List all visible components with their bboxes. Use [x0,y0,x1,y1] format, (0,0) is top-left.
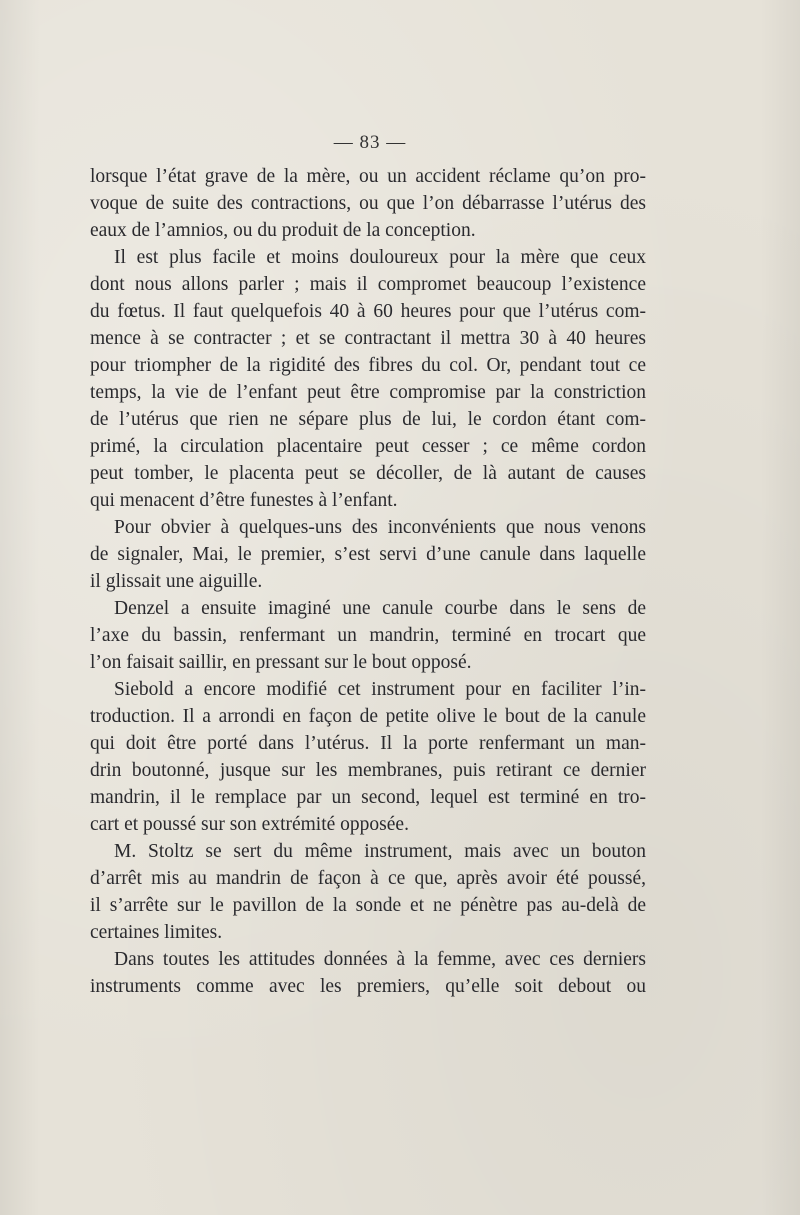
text-line: temps, la vie de l’enfant peut être compromise par la constriction [90,382,646,403]
text-line: lorsque l’état grave de la mère, ou un accident réclame qu’on pro- [90,166,646,187]
text-line: cart et poussé sur son extrémité opposée. [90,814,409,835]
text-line: instruments comme avec les premiers, qu’elle soit debout ou [90,976,646,997]
body-text [90,163,646,1000]
text-line: d’arrêt mis au mandrin de façon à ce que, après avoir été poussé, [90,868,646,889]
text-line: troduction. Il a arrondi en façon de petite olive le bout de la canule [90,706,646,727]
text-line: de l’utérus que rien ne sépare plus de lui, le cordon étant com- [90,409,646,430]
text-line: de signaler, Mai, le premier, s’est servi d’une canule dans laquelle [90,544,646,565]
text-line: primé, la circulation placentaire peut cesser ; ce même cordon [90,436,646,457]
text-line: il s’arrête sur le pavillon de la sonde et ne pénètre pas au-delà de [90,895,646,916]
text-line: certaines limites. [90,922,223,943]
text-line: mence à se contracter ; et se contractant il mettra 30 à 40 heures [90,328,646,349]
text-line: Pour obvier à quelques-uns des inconvénients que nous venons [114,517,646,538]
text-line: eaux de l’amnios, ou du produit de la conception. [90,220,476,241]
text-line: Dans toutes les attitudes données à la femme, avec ces derniers [114,949,646,970]
page-number: — 83 — [333,132,407,153]
text-line: M. Stoltz se sert du même instrument, mais avec un bouton [114,841,646,862]
text-line: Siebold a encore modifié cet instrument pour en faciliter l’in- [114,679,646,700]
text-line: mandrin, il le remplace par un second, lequel est terminé en tro- [90,787,646,808]
text-line: dont nous allons parler ; mais il compromet beaucoup l’existence [90,274,646,295]
text-line: du fœtus. Il faut quelquefois 40 à 60 heures pour que l’utérus com- [90,301,646,322]
text-line: l’axe du bassin, renfermant un mandrin, terminé en trocart que [90,625,646,646]
text-line: drin boutonné, jusque sur les membranes, puis retirant ce dernier [90,760,646,781]
text-line: l’on faisait saillir, en pressant sur le bout opposé. [90,652,472,673]
text-line: peut tomber, le placenta peut se décoller, de là autant de causes [90,463,646,484]
text-line: pour triompher de la rigidité des fibres du col. Or, pendant tout ce [90,355,646,376]
text-line: voque de suite des contractions, ou que l’on débarrasse l’utérus des [90,193,646,214]
text-line: Denzel a ensuite imaginé une canule courbe dans le sens de [114,598,646,619]
text-line: qui menacent d’être funestes à l’enfant. [90,490,398,511]
text-line: il glissait une aiguille. [90,571,263,592]
text-line: Il est plus facile et moins douloureux pour la mère que ceux [114,247,646,268]
text-line: qui doit être porté dans l’utérus. Il la porte renfermant un man- [90,733,646,754]
